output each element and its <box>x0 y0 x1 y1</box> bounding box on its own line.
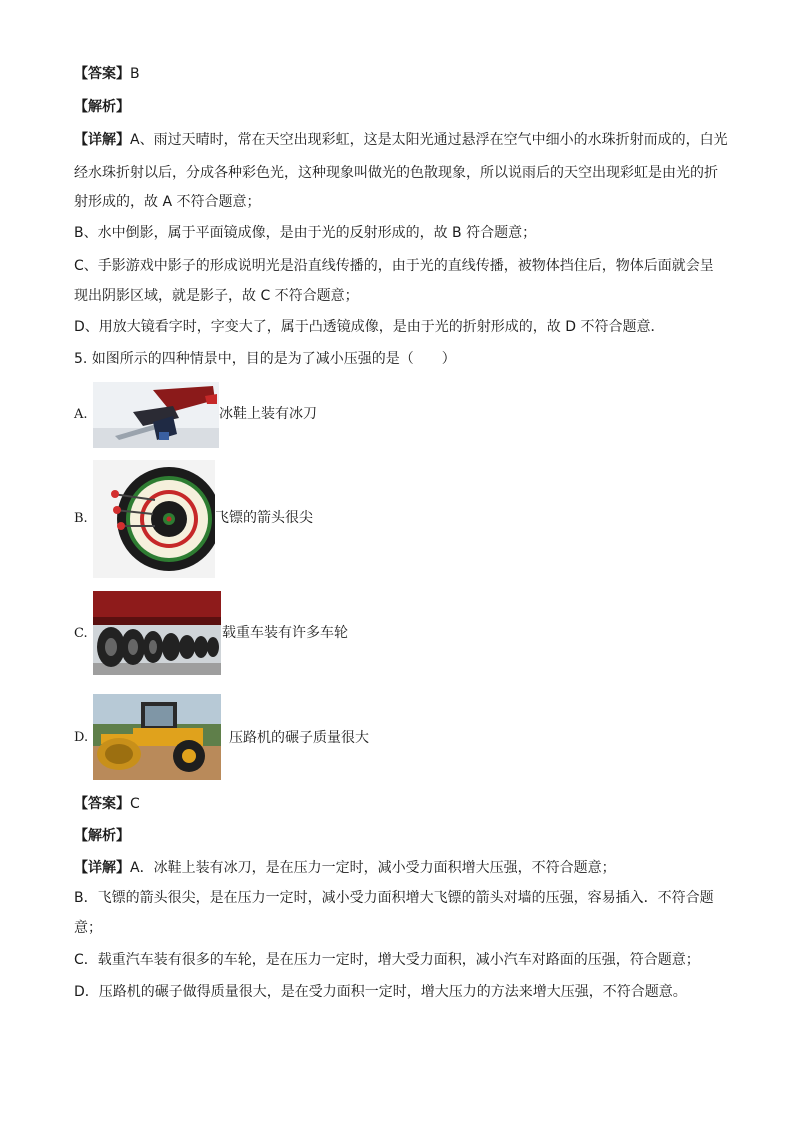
q4-answer-label: 【答案】 <box>74 66 130 82</box>
q5-detail-c: C．载重汽车装有很多的车轮，是在压力一定时，增大受力面积，减小汽车对路面的压强，符合题意； <box>74 952 700 968</box>
option-a-caption: 冰鞋上装有冰刀 <box>219 406 317 422</box>
q5-detail-a: A．冰鞋上装有冰刀，是在压力一定时，减小受力面积增大压强，不符合题意； <box>130 860 616 876</box>
option-d-road-roller-image <box>93 694 221 780</box>
q4-answer-value: B <box>130 66 140 82</box>
q5-detail-b2: 意； <box>74 920 102 936</box>
q4-detail-label: 【详解】 <box>74 132 130 148</box>
q5-answer-label: 【答案】 <box>74 796 130 812</box>
q5-detail-a-line <box>74 858 616 878</box>
option-d-caption: 压路机的碾子质量很大 <box>229 730 369 746</box>
q5-answer-value: C <box>130 796 140 812</box>
q4-detail-line2: 经水珠折射以后，分成各种彩色光，这种现象叫做光的色散现象，所以说雨后的天空出现彩虹是由光的折 <box>74 165 718 181</box>
q5-detail-d: D．压路机的碾子做得质量很大，是在受力面积一定时，增大压力的方法来增大压强，不符合题意。 <box>74 984 687 1000</box>
option-b-letter: B. <box>74 511 88 526</box>
q4-analysis-label: 【解析】 <box>74 99 130 115</box>
q5-answer <box>74 794 140 814</box>
option-a-ice-skate-image <box>93 382 219 448</box>
q4-detail-c2: 现出阴影区域，就是影子，故 C 不符合题意； <box>74 288 359 304</box>
q4-detail-b: B、水中倒影，属于平面镜成像，是由于光的反射形成的，故 B 符合题意； <box>74 225 537 241</box>
option-b-caption: 飞镖的箭头很尖 <box>215 510 313 526</box>
q5-detail-label: 【详解】 <box>74 860 130 876</box>
option-c-heavy-truck-image <box>93 591 221 675</box>
q4-detail-text1: A、雨过天晴时，常在天空出现彩虹，这是太阳光通过悬浮在空气中细小的水珠折射而成的，白光 <box>130 132 728 148</box>
q4-detail-c1: C、手影游戏中影子的形成说明光是沿直线传播的，由于光的直线传播，被物体挡住后，物体后面就会呈 <box>74 258 714 274</box>
q4-answer <box>74 64 140 84</box>
option-a-letter: A. <box>74 407 88 422</box>
q5-detail-b1: B．飞镖的箭头很尖，是在压力一定时，减小受力面积增大飞镖的箭头对墙的压强，容易插入．不符合题 <box>74 890 714 906</box>
q5-stem: 5. 如图所示的四种情景中，目的是为了减小压强的是（ ） <box>74 351 456 367</box>
q4-detail-d: D、用放大镜看字时，字变大了，属于凸透镜成像，是由于光的折射形成的，故 D 不符合题意． <box>74 319 665 335</box>
q4-detail-line1 <box>74 130 728 150</box>
option-c-letter: C. <box>74 626 88 641</box>
option-d-letter: D. <box>74 730 89 745</box>
option-b-dartboard-image <box>93 460 215 578</box>
q4-detail-line3: 射形成的，故 A 不符合题意； <box>74 194 261 210</box>
q5-analysis-label: 【解析】 <box>74 828 130 844</box>
option-c-caption: 载重车装有许多车轮 <box>222 625 348 641</box>
